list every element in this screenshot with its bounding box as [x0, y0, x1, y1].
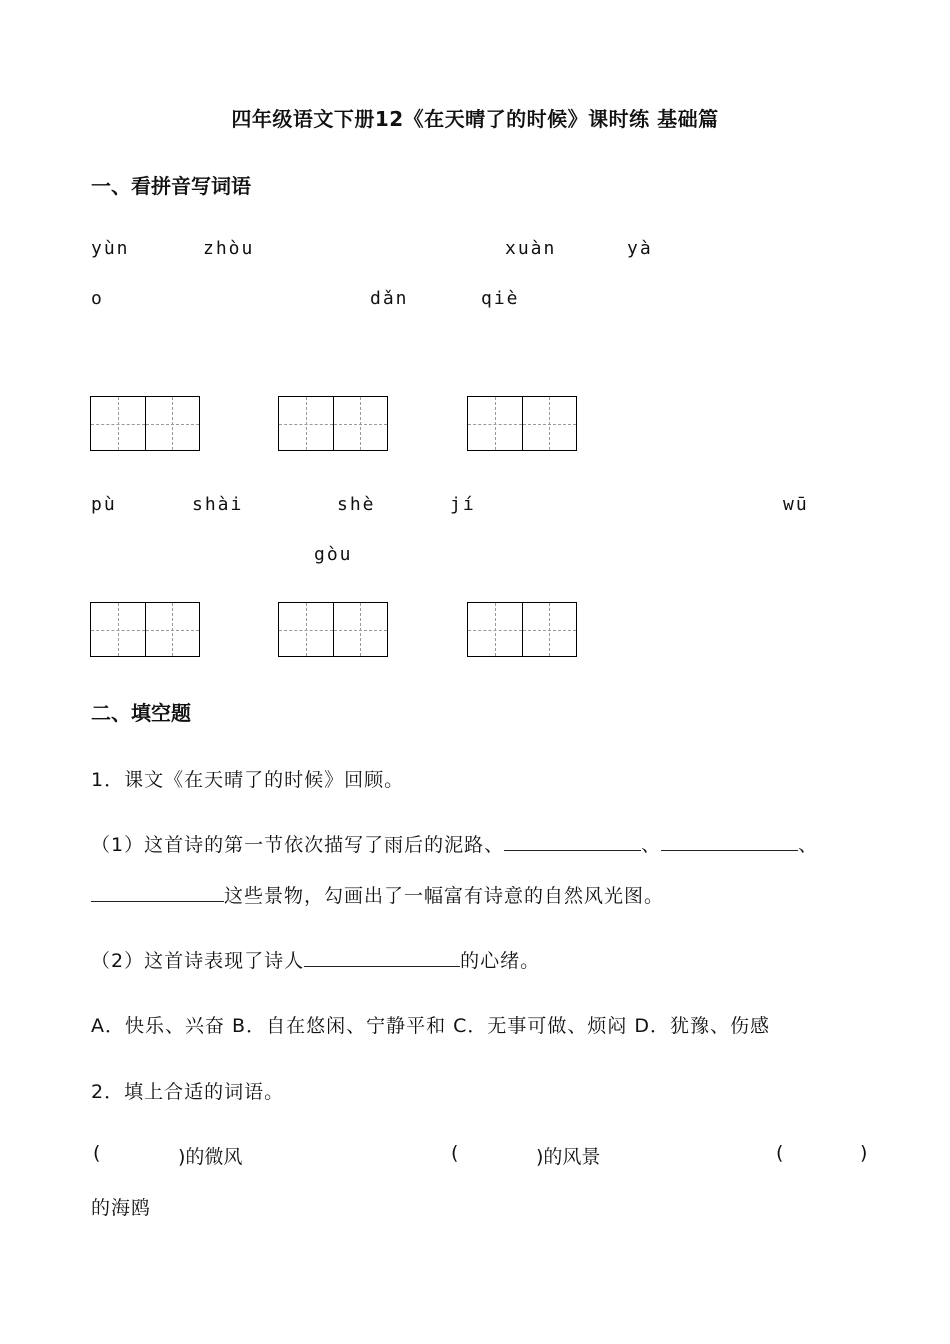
writing-grid[interactable] — [467, 602, 577, 657]
pinyin-qie: qiè — [481, 288, 520, 309]
phrase-2: )的风景 — [536, 1146, 601, 1168]
paren-open: ( — [776, 1142, 784, 1164]
question-1-part-1-line-1 — [91, 830, 818, 857]
writing-grid[interactable] — [278, 602, 388, 657]
writing-grid[interactable] — [278, 396, 388, 451]
pinyin-pu: pù — [91, 494, 117, 515]
part-1-end: 这些景物，勾画出了一幅富有诗意的自然风光图。 — [224, 885, 665, 907]
paren-open: ( — [451, 1142, 459, 1164]
pinyin-she: shè — [337, 494, 376, 515]
answer-blank[interactable] — [504, 832, 641, 851]
pinyin-yun: yùn — [91, 238, 130, 259]
pinyin-ji: jí — [450, 494, 476, 515]
writing-grid[interactable] — [467, 396, 577, 451]
pinyin-gou: gòu — [314, 544, 353, 565]
pinyin-xuan: xuàn — [505, 238, 557, 259]
answer-slot[interactable] — [462, 1142, 532, 1166]
separator: 、 — [798, 834, 819, 856]
phrase-1: )的微风 — [178, 1146, 243, 1168]
answer-slot[interactable] — [104, 1142, 174, 1166]
pinyin-wu: wū — [783, 494, 809, 515]
paren-open: ( — [93, 1142, 101, 1164]
question-1-stem: 1．课文《在天晴了的时候》回顾。 — [91, 769, 405, 791]
section2-heading: 二、填空题 — [91, 701, 191, 725]
pinyin-zhou: zhòu — [203, 238, 255, 259]
question-2-stem: 2．填上合适的词语。 — [91, 1081, 285, 1103]
part-1-start: （1）这首诗的第一节依次描写了雨后的泥路、 — [91, 834, 505, 856]
separator: 、 — [641, 834, 662, 856]
phrase-3-wrap: 的海鸥 — [91, 1197, 152, 1219]
pinyin-o: o — [91, 288, 104, 309]
pinyin-shai: shài — [192, 494, 244, 515]
part-2-end: 的心绪。 — [460, 950, 541, 972]
paren-close: ) — [860, 1142, 868, 1164]
pinyin-ya: yà — [627, 238, 653, 259]
writing-grid[interactable] — [90, 602, 200, 657]
answer-blank[interactable] — [91, 883, 224, 902]
question-1-part-1-line-2 — [91, 881, 664, 908]
page-title: 四年级语文下册12《在天晴了的时候》课时练 基础篇 — [231, 107, 719, 131]
pinyin-dan: dǎn — [370, 288, 409, 309]
answer-slot[interactable] — [787, 1142, 857, 1166]
answer-blank[interactable] — [661, 832, 798, 851]
part-2-start: （2）这首诗表现了诗人 — [91, 950, 305, 972]
answer-blank[interactable] — [304, 948, 460, 967]
writing-grid[interactable] — [90, 396, 200, 451]
question-1-part-2 — [91, 946, 540, 973]
section1-heading: 一、看拼音写词语 — [91, 174, 251, 198]
question-1-options: A．快乐、兴奋 B．自在悠闲、宁静平和 C．无事可做、烦闷 D．犹豫、伤感 — [91, 1015, 771, 1037]
